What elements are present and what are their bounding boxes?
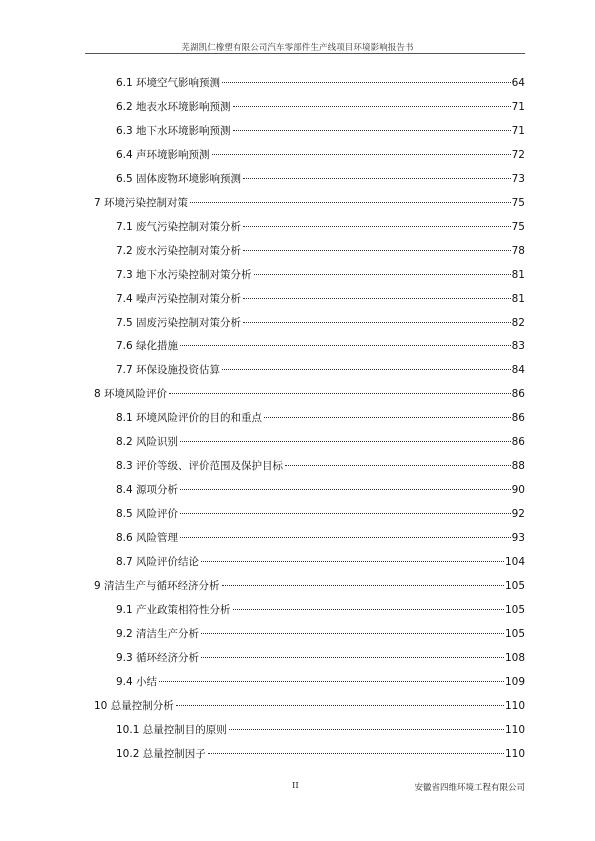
toc-entry-page-number: 82 — [511, 316, 525, 329]
toc-entry-page-number: 86 — [511, 412, 525, 425]
toc-entry-label: 8.5 风险评价 — [116, 508, 179, 521]
toc-dot-leader — [222, 82, 511, 83]
toc-entry-label: 9.1 产业政策相符性分析 — [116, 603, 231, 616]
toc-entry-label: 7.5 固废污染控制对策分析 — [116, 316, 242, 329]
toc-dot-leader — [180, 489, 511, 490]
toc-section-entry[interactable] — [116, 75, 525, 91]
toc-section-entry[interactable] — [116, 171, 525, 187]
toc-section-entry[interactable] — [116, 674, 525, 690]
document-header-title: 芜湖凯仁橡塑有限公司汽车零部件生产线项目环境影响报告书 — [181, 43, 414, 53]
toc-section-entry[interactable] — [116, 650, 525, 666]
toc-section-entry[interactable] — [116, 458, 525, 474]
toc-dot-leader — [190, 202, 511, 203]
toc-entry-label: 10.1 总量控制目的原则 — [116, 723, 227, 736]
toc-entry-label: 8.2 风险识别 — [116, 436, 179, 449]
toc-entry-label: 7.7 环保设施投资估算 — [116, 364, 221, 377]
toc-dot-leader — [233, 609, 504, 610]
toc-entry-label: 9.3 循环经济分析 — [116, 651, 200, 664]
toc-section-entry[interactable] — [116, 362, 525, 378]
toc-entry-label: 7.2 废水污染控制对策分析 — [116, 244, 242, 257]
toc-dot-leader — [180, 513, 511, 514]
header-divider — [85, 53, 525, 54]
toc-entry-label: 7.1 废气污染控制对策分析 — [116, 220, 242, 233]
toc-chapter-entry[interactable] — [94, 386, 525, 402]
toc-section-entry[interactable] — [116, 291, 525, 307]
toc-dot-leader — [243, 322, 511, 323]
toc-dot-leader — [208, 753, 504, 754]
toc-section-entry[interactable] — [116, 123, 525, 139]
toc-entry-label: 6.5 固体废物环境影响预测 — [116, 172, 242, 185]
toc-entry-page-number: 110 — [504, 699, 525, 712]
toc-entry-label: 8.1 环境风险评价的目的和重点 — [116, 412, 263, 425]
toc-dot-leader — [233, 106, 511, 107]
toc-entry-label: 8.6 风险管理 — [116, 532, 179, 545]
toc-entry-page-number: 92 — [511, 508, 525, 521]
toc-entry-label: 8.4 源项分析 — [116, 484, 179, 497]
toc-entry-label: 7 环境污染控制对策 — [94, 196, 189, 209]
toc-entry-page-number: 110 — [504, 723, 525, 736]
toc-dot-leader — [159, 681, 504, 682]
toc-section-entry[interactable] — [116, 602, 525, 618]
toc-entry-page-number: 90 — [511, 484, 525, 497]
toc-chapter-entry[interactable] — [94, 195, 525, 211]
toc-entry-page-number: 105 — [504, 603, 525, 616]
toc-entry-page-number: 110 — [504, 747, 525, 760]
toc-dot-leader — [233, 130, 511, 131]
toc-entry-page-number: 81 — [511, 292, 525, 305]
toc-entry-page-number: 84 — [511, 364, 525, 377]
toc-entry-page-number: 75 — [511, 196, 525, 209]
toc-dot-leader — [264, 417, 511, 418]
toc-entry-label: 6.2 地表水环境影响预测 — [116, 100, 231, 113]
toc-entry-label: 7.3 地下水污染控制对策分析 — [116, 268, 252, 281]
toc-entry-page-number: 73 — [511, 172, 525, 185]
toc-entry-page-number: 86 — [511, 436, 525, 449]
toc-dot-leader — [201, 657, 504, 658]
toc-section-entry[interactable] — [116, 99, 525, 115]
toc-dot-leader — [180, 441, 511, 442]
toc-entry-label: 9 清洁生产与循环经济分析 — [94, 579, 220, 592]
toc-dot-leader — [176, 705, 504, 706]
toc-dot-leader — [243, 298, 511, 299]
toc-section-entry[interactable] — [116, 554, 525, 570]
toc-entry-label: 9.4 小结 — [116, 675, 158, 688]
toc-entry-page-number: 108 — [504, 651, 525, 664]
toc-entry-label: 7.6 绿化措施 — [116, 340, 179, 353]
toc-section-entry[interactable] — [116, 434, 525, 450]
toc-dot-leader — [212, 154, 511, 155]
toc-entry-label: 8.7 风险评价结论 — [116, 556, 200, 568]
toc-dot-leader — [243, 226, 511, 227]
toc-dot-leader — [222, 369, 511, 370]
toc-entry-page-number: 109 — [504, 675, 525, 688]
toc-section-entry[interactable] — [116, 243, 525, 259]
toc-section-entry[interactable] — [116, 626, 525, 642]
toc-entry-label: 8.3 评价等级、评价范围及保护目标 — [116, 460, 284, 473]
toc-dot-leader — [169, 393, 511, 394]
toc-entry-label: 6.3 地下水环境影响预测 — [116, 124, 231, 137]
toc-entry-page-number: 78 — [511, 244, 525, 257]
toc-entry-page-number: 104 — [504, 556, 525, 568]
toc-section-entry[interactable] — [116, 530, 525, 546]
toc-entry-page-number: 105 — [504, 627, 525, 640]
toc-entry-label: 10 总量控制分析 — [94, 699, 174, 712]
toc-section-entry[interactable] — [116, 338, 525, 354]
toc-section-entry[interactable] — [116, 722, 525, 738]
toc-dot-leader — [180, 345, 511, 346]
toc-entry-page-number: 71 — [511, 100, 525, 113]
toc-dot-leader — [243, 178, 511, 179]
toc-entry-label: 10.2 总量控制因子 — [116, 747, 206, 760]
toc-dot-leader — [229, 729, 504, 730]
toc-entry-page-number: 72 — [511, 148, 525, 161]
toc-entry-page-number: 88 — [511, 460, 525, 473]
toc-entry-page-number: 81 — [511, 268, 525, 281]
toc-dot-leader — [243, 250, 511, 251]
footer-company-name: 安徽省四维环境工程有限公司 — [414, 783, 525, 793]
toc-section-entry[interactable] — [116, 147, 525, 163]
toc-entry-label: 8 环境风险评价 — [94, 388, 168, 401]
toc-entry-label: 6.4 声环境影响预测 — [116, 148, 210, 161]
toc-dot-leader — [201, 633, 504, 634]
toc-section-entry[interactable] — [116, 410, 525, 426]
toc-entry-label: 6.1 环境空气影响预测 — [116, 77, 221, 89]
toc-entry-page-number: 64 — [511, 77, 525, 89]
toc-dot-leader — [254, 274, 511, 275]
toc-entry-page-number: 71 — [511, 124, 525, 137]
toc-section-entry[interactable] — [116, 219, 525, 235]
toc-entry-page-number: 93 — [511, 532, 525, 545]
footer-page-number: II — [292, 781, 299, 791]
toc-entry-page-number: 105 — [504, 579, 525, 592]
toc-dot-leader — [180, 537, 511, 538]
toc-section-entry[interactable] — [116, 315, 525, 331]
toc-section-entry[interactable] — [116, 746, 525, 762]
toc-dot-leader — [222, 585, 504, 586]
toc-entry-label: 7.4 噪声污染控制对策分析 — [116, 292, 242, 305]
toc-entry-page-number: 83 — [511, 340, 525, 353]
toc-chapter-entry[interactable] — [94, 578, 525, 594]
toc-section-entry[interactable] — [116, 506, 525, 522]
toc-entry-page-number: 86 — [511, 388, 525, 401]
toc-section-entry[interactable] — [116, 267, 525, 283]
toc-dot-leader — [285, 465, 511, 466]
toc-entry-label: 9.2 清洁生产分析 — [116, 627, 200, 640]
toc-entry-page-number: 75 — [511, 220, 525, 233]
toc-dot-leader — [201, 561, 504, 562]
toc-chapter-entry[interactable] — [94, 698, 525, 714]
toc-section-entry[interactable] — [116, 482, 525, 498]
